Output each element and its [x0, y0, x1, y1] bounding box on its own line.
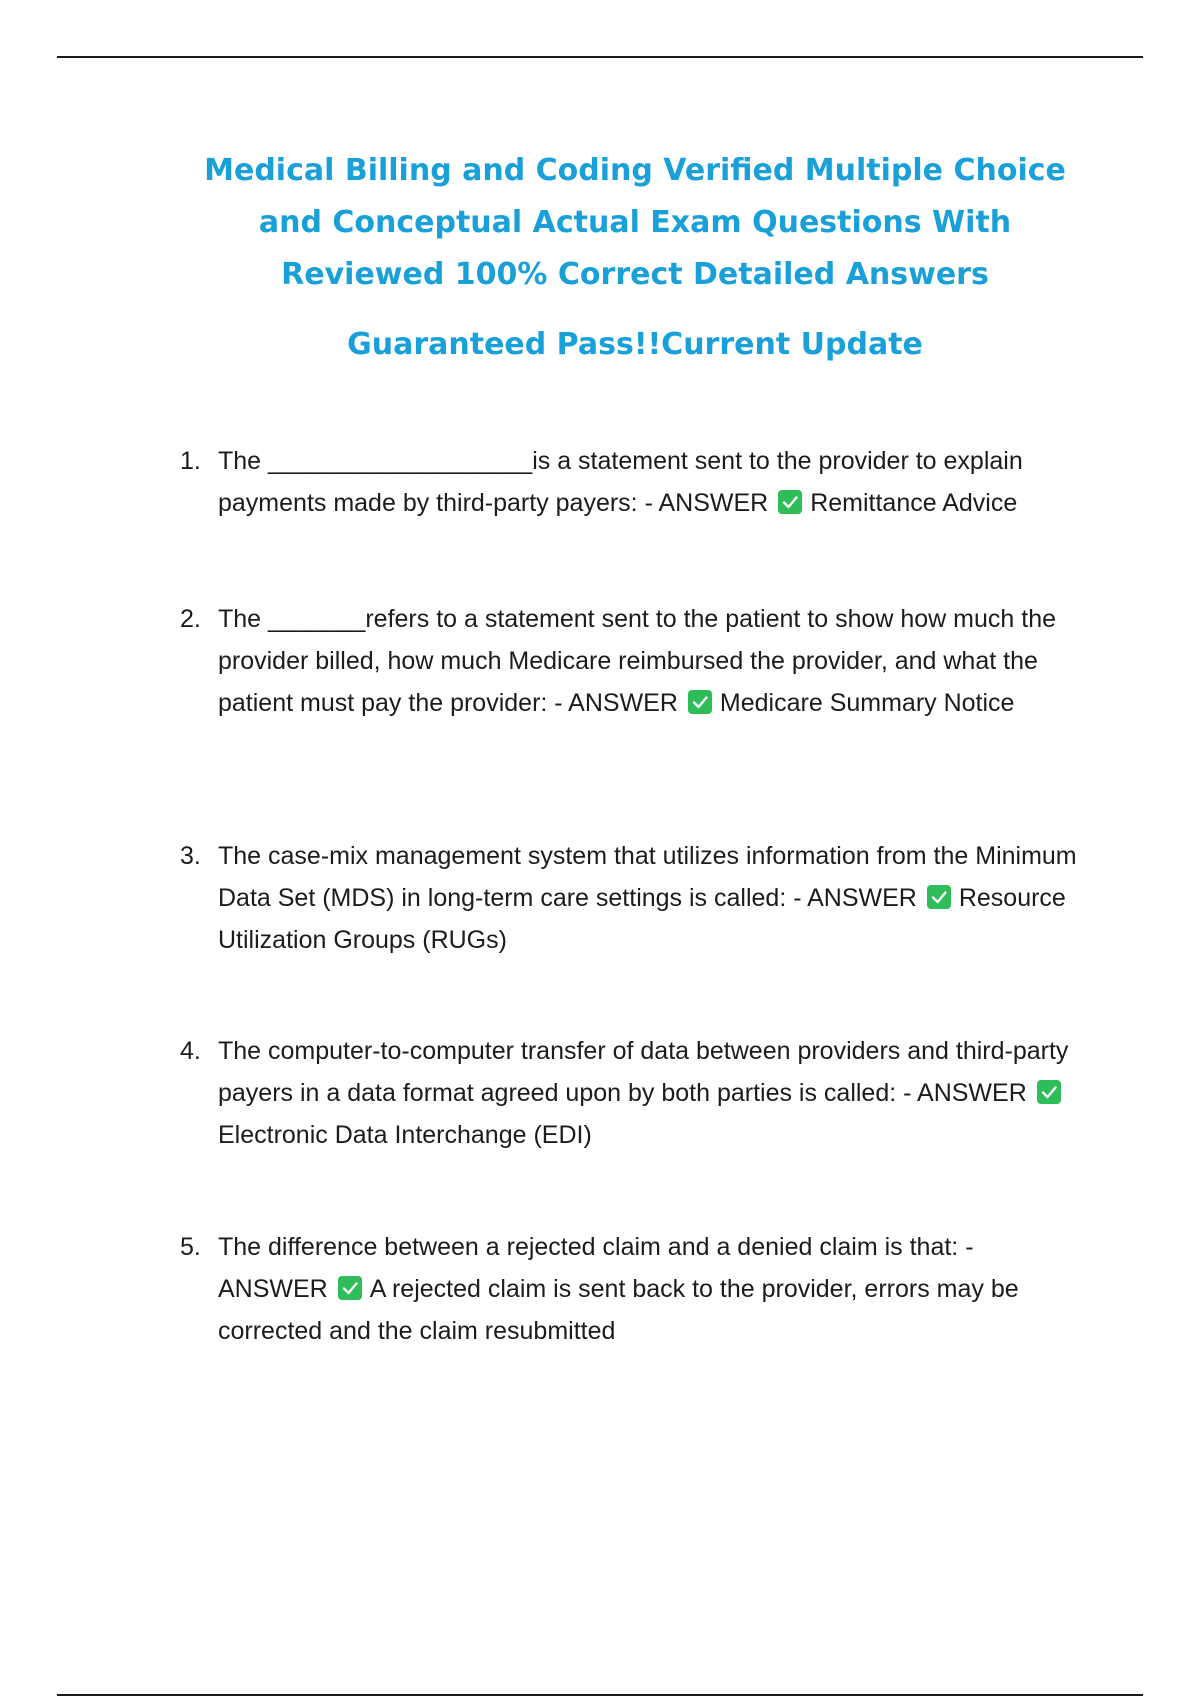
answer-text: Medicare Summary Notice — [719, 689, 1015, 717]
question-text: The computer-to-computer transfer of data between providers and third-party payers in a data format agreed upon by both parties is called: - ANSWER — [218, 1037, 1069, 1107]
question-text: The ___________________is a statement sent to the provider to explain payments made by third-party payers: - ANSWER — [218, 447, 1023, 517]
top-rule — [57, 56, 1143, 58]
check-icon — [778, 490, 802, 514]
question-item — [180, 1226, 1080, 1352]
check-icon — [1037, 1080, 1061, 1104]
answer-text: Remittance Advice — [810, 489, 1018, 517]
question-number: 4. — [180, 1037, 201, 1065]
answer-text: Electronic Data Interchange (EDI) — [218, 1121, 592, 1149]
document-title — [150, 145, 1120, 371]
question-text: The case-mix management system that utilizes information from the Minimum Data Set (MDS) in long-term care settings is called: - ANSWER — [218, 842, 1077, 912]
question-number: 2. — [180, 605, 201, 633]
question-number: 3. — [180, 842, 201, 870]
title-line-4: Guaranteed Pass!!Current Update — [347, 327, 923, 362]
question-item — [180, 1030, 1080, 1156]
check-icon — [927, 885, 951, 909]
question-text: The difference between a rejected claim and a denied claim is that: - ANSWER — [218, 1233, 974, 1303]
question-body — [218, 440, 1080, 524]
question-text: The _______refers to a statement sent to the patient to show how much the provider billed, how much Medicare reimbursed the provider, and what the patient must pay the provider: - ANSWER — [218, 605, 1057, 717]
answer-text: A rejected claim is sent back to the provider, errors may be corrected and the claim resubmitted — [218, 1275, 1019, 1345]
check-icon — [338, 1276, 362, 1300]
title-line-2: and Conceptual Actual Exam Questions With — [258, 205, 1012, 240]
question-body — [218, 1226, 1080, 1352]
question-body — [218, 835, 1080, 961]
check-icon — [688, 690, 712, 714]
question-number: 1. — [180, 447, 201, 475]
title-line-1: Medical Billing and Coding Verified Multiple Choice — [204, 153, 1066, 188]
question-item — [180, 835, 1080, 961]
question-body — [218, 1030, 1080, 1156]
answer-text: Resource Utilization Groups (RUGs) — [218, 884, 1066, 954]
question-body — [218, 598, 1080, 724]
question-item — [180, 440, 1080, 524]
bottom-rule — [57, 1694, 1143, 1696]
question-number: 5. — [180, 1233, 201, 1261]
question-item — [180, 598, 1080, 724]
title-line-3: Reviewed 100% Correct Detailed Answers — [281, 257, 989, 292]
